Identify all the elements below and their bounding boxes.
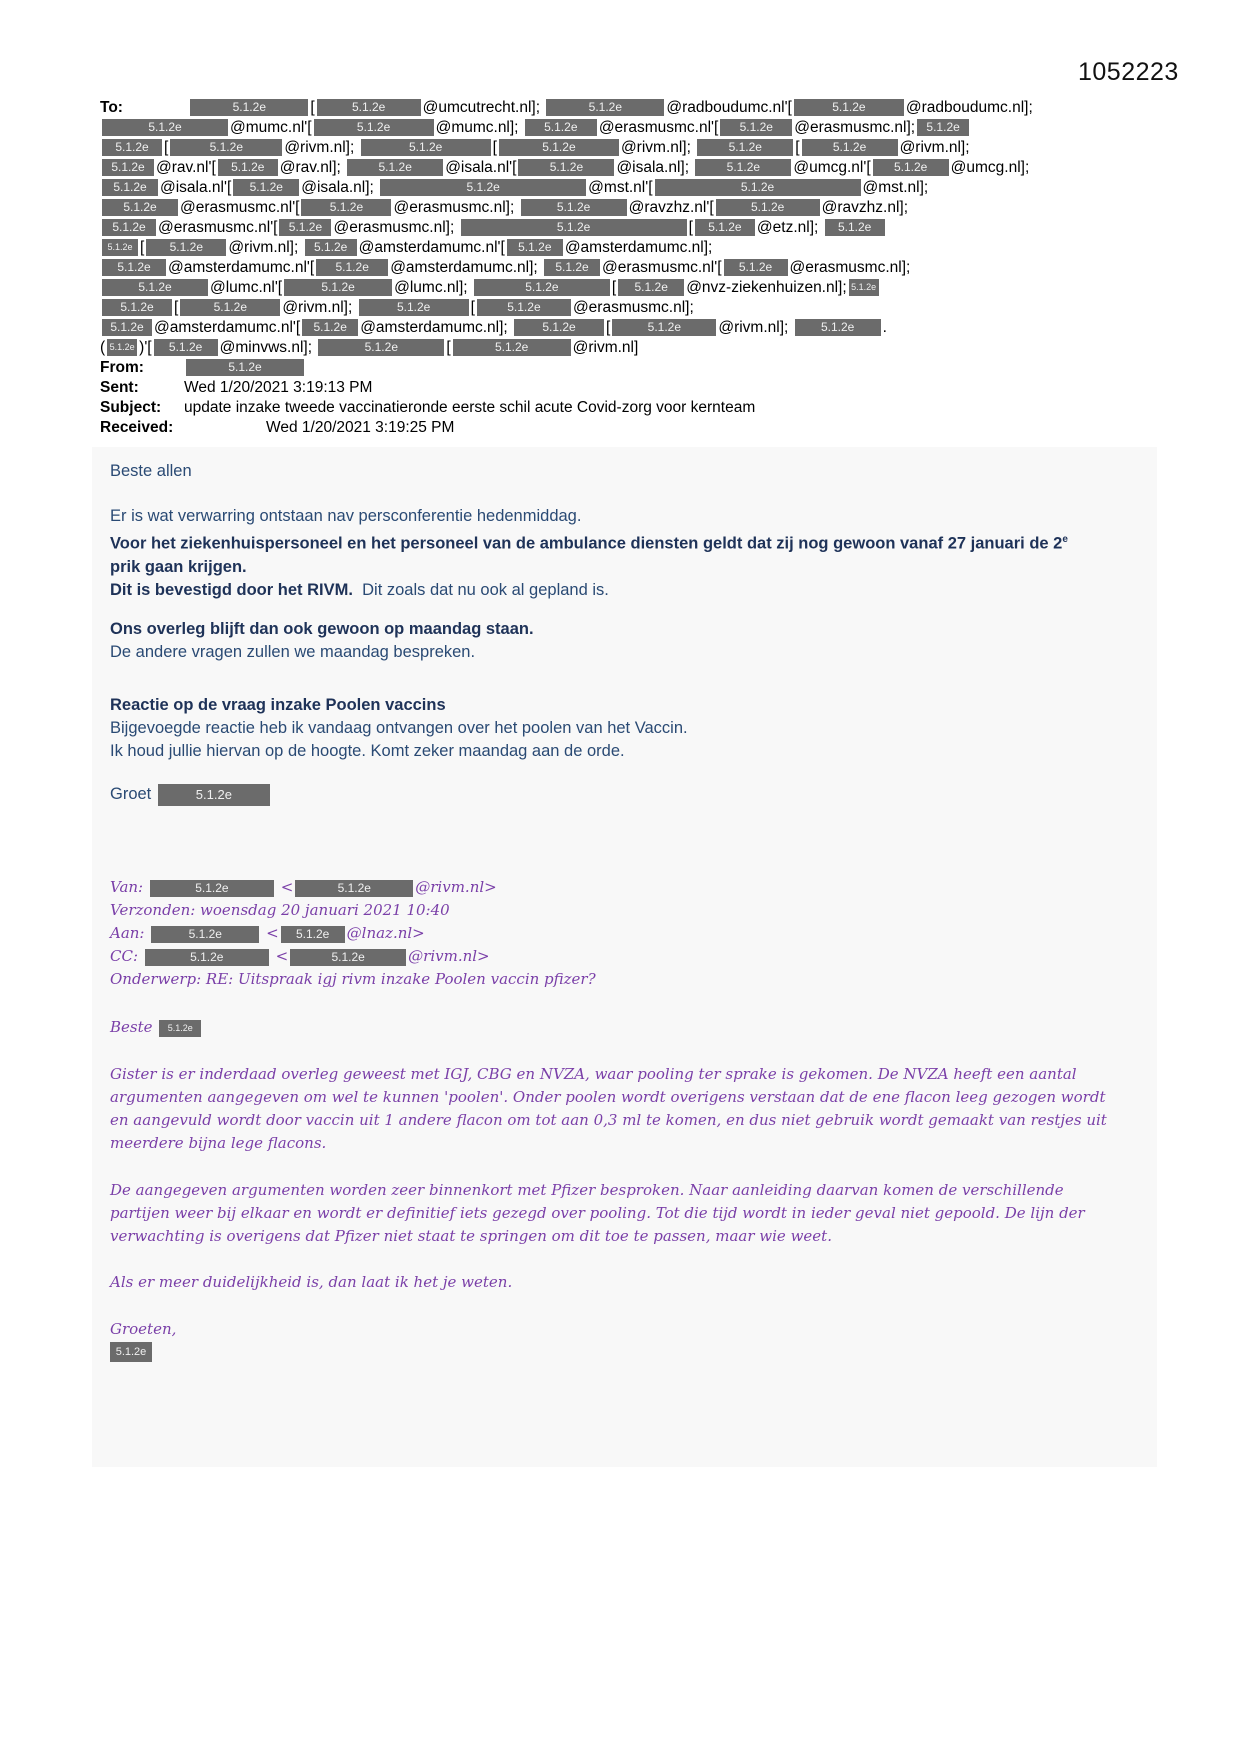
closing: Groet: [110, 785, 152, 803]
recipient-text: @rivm.nl];: [620, 139, 691, 156]
recipient-line: [100, 218, 1140, 238]
recipient-text: @etz.nl];: [756, 219, 819, 236]
redaction-box: 5.1.2e: [361, 139, 491, 156]
redaction-box: 5.1.2e: [186, 359, 304, 376]
recipient-text: [: [795, 139, 800, 156]
email-header: [100, 98, 1140, 438]
redaction-box: 5.1.2e: [281, 926, 345, 943]
recipient-text: @erasmusmc.nl'[: [158, 219, 278, 236]
recipient-line: [100, 258, 1140, 278]
redaction-box: 5.1.2e: [102, 219, 156, 236]
redaction-box: 5.1.2e: [102, 159, 154, 176]
recipient-text: @minvws.nl];: [219, 339, 312, 356]
recipient-text: (: [100, 339, 106, 356]
redaction-box: 5.1.2e: [514, 319, 604, 336]
received-value: Wed 1/20/2021 3:19:25 PM: [266, 419, 455, 436]
recipient-text: @rivm.nl]: [572, 339, 639, 356]
recipient-line: [100, 318, 1140, 338]
recipient-text: @lumc.nl];: [394, 279, 468, 296]
recipient-text: @isala.nl'[: [445, 159, 517, 176]
quoted-greeting: [110, 1016, 1120, 1039]
cc-label: CC:: [110, 947, 139, 965]
document-number: 1052223: [1078, 58, 1179, 86]
redaction-box: 5.1.2e: [825, 219, 885, 236]
redaction-box: 5.1.2e: [618, 279, 684, 296]
recipient-text: @rav.nl];: [279, 159, 341, 176]
aan-address: @lnaz.nl>: [346, 924, 425, 942]
closing-line: [110, 783, 1120, 806]
angle-bracket: <: [275, 947, 289, 965]
redaction-box: 5.1.2e: [697, 139, 793, 156]
redaction-box: 5.1.2e: [917, 119, 969, 136]
redaction-box: 5.1.2e: [154, 339, 218, 356]
van-address: @rivm.nl>: [415, 878, 497, 896]
recipient-text: [: [140, 239, 145, 256]
redaction-box: 5.1.2e: [102, 259, 166, 276]
redaction-box: 5.1.2e: [284, 279, 392, 296]
redaction-box: 5.1.2e: [521, 199, 627, 216]
received-line: [100, 418, 1140, 438]
from-line: [100, 358, 1140, 378]
redaction-box: 5.1.2e: [794, 99, 904, 116]
onderwerp-line: Onderwerp: RE: Uitspraak igj rivm inzake Poolen vaccin pfizer?: [110, 970, 596, 988]
recipient-text: @rivm.nl];: [284, 139, 355, 156]
paragraph-text: Bijgevoegde reactie heb ik vandaag ontvangen over het poolen van het Vaccin.: [110, 719, 688, 737]
greeting: Beste: [110, 1018, 153, 1036]
recipient-text: @rivm.nl];: [228, 239, 299, 256]
redaction-box: 5.1.2e: [474, 279, 610, 296]
redaction-box: 5.1.2e: [290, 949, 406, 966]
recipient-text: @erasmusmc.nl];: [393, 199, 515, 216]
angle-bracket: <: [280, 878, 294, 896]
recipient-text: @erasmusmc.nl'[: [602, 259, 722, 276]
redaction-box: 5.1.2e: [316, 259, 388, 276]
sent-label: Sent:: [100, 379, 139, 396]
redaction-box: 5.1.2e: [102, 319, 152, 336]
recipient-text: )'[: [139, 339, 152, 356]
recipient-line: [100, 338, 1140, 358]
subject-value: update inzake tweede vaccinatieronde eerste schil acute Covid-zorg voor kernteam: [184, 399, 756, 416]
redaction-box: 5.1.2e: [695, 219, 755, 236]
van-label: Van:: [110, 878, 144, 896]
redaction-box: 5.1.2e: [102, 139, 162, 156]
redaction-box: 5.1.2e: [233, 179, 299, 196]
redaction-box: 5.1.2e: [795, 319, 881, 336]
subject-label: Subject:: [100, 399, 162, 416]
bold-text: prik gaan krijgen.: [110, 557, 247, 576]
recipient-text: @mst.nl];: [862, 179, 929, 196]
redaction-box: 5.1.2e: [102, 199, 178, 216]
recipient-text: @mumc.nl'[: [230, 119, 312, 136]
recipient-text: @amsterdamumc.nl];: [564, 239, 713, 256]
cc-address: @rivm.nl>: [408, 947, 490, 965]
recipient-text: @erasmusmc.nl];: [794, 119, 916, 136]
recipient-line: [100, 198, 1140, 218]
redaction-box: 5.1.2e: [716, 199, 820, 216]
paragraph-2: [110, 618, 1120, 664]
recipient-text: @isala.nl];: [301, 179, 374, 196]
redaction-box: 5.1.2e: [301, 199, 391, 216]
redaction-box: 5.1.2e: [295, 880, 413, 897]
redaction-box: 5.1.2e: [302, 319, 358, 336]
recipient-text: @amsterdamumc.nl'[: [358, 239, 505, 256]
redaction-box: 5.1.2e: [145, 949, 269, 966]
redaction-box: 5.1.2e: [347, 159, 443, 176]
redaction-box: 5.1.2e: [180, 299, 280, 316]
redaction-box: 5.1.2e: [279, 219, 331, 236]
signature-redaction: [108, 1342, 154, 1362]
recipient-text: @radboudumc.nl'[: [666, 99, 792, 116]
recipient-text: [: [446, 339, 451, 356]
recipient-text: @rav.nl'[: [156, 159, 216, 176]
recipient-text: @radboudumc.nl];: [905, 99, 1033, 116]
recipient-text: .: [882, 319, 887, 336]
quoted-closing: Groeten,: [110, 1320, 177, 1338]
redaction-box: 5.1.2e: [453, 339, 571, 356]
redaction-box: 5.1.2e: [724, 259, 788, 276]
recipient-text: @lumc.nl'[: [210, 279, 283, 296]
redaction-box: 5.1.2e: [499, 139, 619, 156]
paragraph-text: Ik houd jullie hiervan op de hoogte. Komt zeker maandag aan de orde.: [110, 742, 625, 760]
recipient-text: @amsterdamumc.nl];: [360, 319, 508, 336]
redaction-box: 5.1.2e: [102, 119, 228, 136]
redaction-box: 5.1.2e: [544, 259, 600, 276]
recipient-text: @amsterdamumc.nl];: [390, 259, 538, 276]
recipient-text: @ravzhz.nl'[: [628, 199, 714, 216]
redaction-box: 5.1.2e: [525, 119, 597, 136]
redaction-box: 5.1.2e: [110, 1342, 152, 1362]
redaction-box: 5.1.2e: [359, 299, 469, 316]
redaction-box: 5.1.2e: [102, 179, 158, 196]
greeting: Beste allen: [110, 462, 192, 480]
recipient-text: [: [174, 299, 179, 316]
redaction-box: 5.1.2e: [461, 219, 687, 236]
recipient-text: @rivm.nl];: [899, 139, 970, 156]
bold-text: Reactie op de vraag inzake Poolen vaccins: [110, 696, 446, 714]
paragraph-text: De andere vragen zullen we maandag bespreken.: [110, 643, 476, 661]
recipient-text: @umcg.nl'[: [793, 159, 871, 176]
angle-bracket: <: [266, 924, 279, 942]
recipient-text: @amsterdamumc.nl'[: [154, 319, 301, 336]
recipient-line: [100, 278, 1140, 298]
paragraph-text: Dit zoals dat nu ook al gepland is.: [362, 580, 609, 599]
redaction-box: 5.1.2e: [873, 159, 949, 176]
redaction-box: 5.1.2e: [146, 239, 226, 256]
recipient-line: [100, 178, 1140, 198]
redaction-box: 5.1.2e: [317, 99, 421, 116]
recipient-text: @isala.nl];: [616, 159, 690, 176]
redaction-box: 5.1.2e: [159, 1020, 201, 1037]
superscript: e: [1062, 534, 1068, 545]
redaction-box: 5.1.2e: [102, 239, 138, 256]
bold-text: Dit is bevestigd door het RIVM.: [110, 580, 353, 599]
redaction-box: 5.1.2e: [190, 99, 308, 116]
redaction-box: 5.1.2e: [102, 299, 172, 316]
recipient-text: @erasmusmc.nl];: [333, 219, 455, 236]
recipient-line: [100, 298, 1140, 318]
redaction-box: 5.1.2e: [218, 159, 278, 176]
to-line: [100, 98, 1140, 118]
recipient-line: [100, 138, 1140, 158]
recipient-text: @ravzhz.nl];: [821, 199, 909, 216]
recipient-text: [: [164, 139, 169, 156]
redaction-box: 5.1.2e: [695, 159, 791, 176]
recipient-line: [100, 158, 1140, 178]
redaction-box: 5.1.2e: [380, 179, 586, 196]
redaction-box: 5.1.2e: [107, 339, 137, 356]
recipient-text: @amsterdamumc.nl'[: [168, 259, 315, 276]
verzonden-line: Verzonden: woensdag 20 januari 2021 10:40: [110, 901, 450, 919]
redaction-box: 5.1.2e: [802, 139, 898, 156]
redaction-box: 5.1.2e: [305, 239, 357, 256]
recipient-text: @erasmusmc.nl];: [572, 299, 694, 316]
redaction-box: 5.1.2e: [318, 339, 444, 356]
recipient-text: @erasmusmc.nl'[: [598, 119, 719, 136]
redaction-box: 5.1.2e: [477, 299, 571, 316]
redaction-box: 5.1.2e: [612, 319, 716, 336]
quoted-paragraph-1: Gister is er inderdaad overleg geweest met IGJ, CBG en NVZA, waar pooling ter sprake is gekomen. De NVZA heeft een aantal argumenten aangegeven om wel te kunnen 'poolen'. Onder poolen wordt overigens verstaan dat de ene flacon leeg gezogen wordt en aangevuld wordt door vaccin uit 1 andere flacon om tot aan 0,3 ml te komen, en dus niet gebruik wordt gemaakt van restjes uit meerdere bijna lege flacons.: [110, 1065, 1107, 1152]
recipient-text: @erasmusmc.nl'[: [180, 199, 300, 216]
aan-label: Aan:: [110, 924, 145, 942]
recipient-text: @rivm.nl];: [282, 299, 353, 316]
redaction-box: 5.1.2e: [150, 880, 274, 897]
recipient-line: [100, 238, 1140, 258]
to-label: To:: [100, 99, 123, 116]
quoted-paragraph-2: De aangegeven argumenten worden zeer binnenkort met Pfizer besproken. Naar aanleiding daarvan komen de verschillende partijen weer bij elkaar en wordt er definitief iets gezegd over pooling. Tot die tijd wordt in ieder geval niet gepoold. De lijn der verwachting is overigens dat Pfizer niet staat te springen om dit toe te passen, maar wie weet.: [110, 1181, 1085, 1245]
recipient-text: @isala.nl'[: [160, 179, 232, 196]
recipient-text: @erasmusmc.nl];: [789, 259, 911, 276]
redaction-box: 5.1.2e: [518, 159, 614, 176]
recipient-text: [: [470, 299, 475, 316]
from-label: From:: [100, 359, 144, 376]
quoted-paragraph-3: Als er meer duidelijkheid is, dan laat ik het je weten.: [110, 1273, 513, 1291]
recipient-text: @rivm.nl];: [718, 319, 789, 336]
quoted-header: [110, 876, 1120, 991]
bold-text: Ons overleg blijft dan ook gewoon op maandag staan.: [110, 620, 534, 638]
redaction-box: 5.1.2e: [655, 179, 861, 196]
redaction-box: 5.1.2e: [314, 119, 434, 136]
paragraph-text: Er is wat verwarring ontstaan nav persconferentie hedenmiddag.: [110, 507, 582, 525]
paragraph-1: [110, 505, 1120, 602]
sent-line: [100, 378, 1140, 398]
recipient-text: @nvz-ziekenhuizen.nl];: [686, 279, 847, 296]
redaction-box: 5.1.2e: [102, 279, 208, 296]
recipient-text: [: [688, 219, 693, 236]
recipient-text: @umcg.nl];: [950, 159, 1030, 176]
recipient-text: [: [310, 99, 315, 116]
recipient-text: [: [492, 139, 497, 156]
redaction-box: 5.1.2e: [170, 139, 282, 156]
recipient-text: [: [606, 319, 611, 336]
paragraph-3: [110, 694, 1120, 763]
sent-value: Wed 1/20/2021 3:19:13 PM: [184, 379, 373, 396]
received-label: Received:: [100, 419, 174, 436]
recipient-text: @umcutrecht.nl];: [422, 99, 541, 116]
recipient-line: [100, 118, 1140, 138]
redaction-box: 5.1.2e: [507, 239, 563, 256]
subject-line: [100, 398, 1140, 418]
redaction-box: 5.1.2e: [720, 119, 792, 136]
redaction-box: 5.1.2e: [151, 926, 259, 943]
recipient-text: @mst.nl'[: [588, 179, 653, 196]
recipient-text: @mumc.nl];: [435, 119, 519, 136]
redaction-box: 5.1.2e: [546, 99, 664, 116]
bold-text: Voor het ziekenhuispersoneel en het personeel van de ambulance diensten geldt dat zij nog gewoon vanaf 27 januari de 2: [110, 534, 1063, 553]
recipient-text: [: [611, 279, 617, 296]
redaction-box: 5.1.2e: [158, 784, 270, 806]
redaction-box: 5.1.2e: [849, 279, 879, 296]
